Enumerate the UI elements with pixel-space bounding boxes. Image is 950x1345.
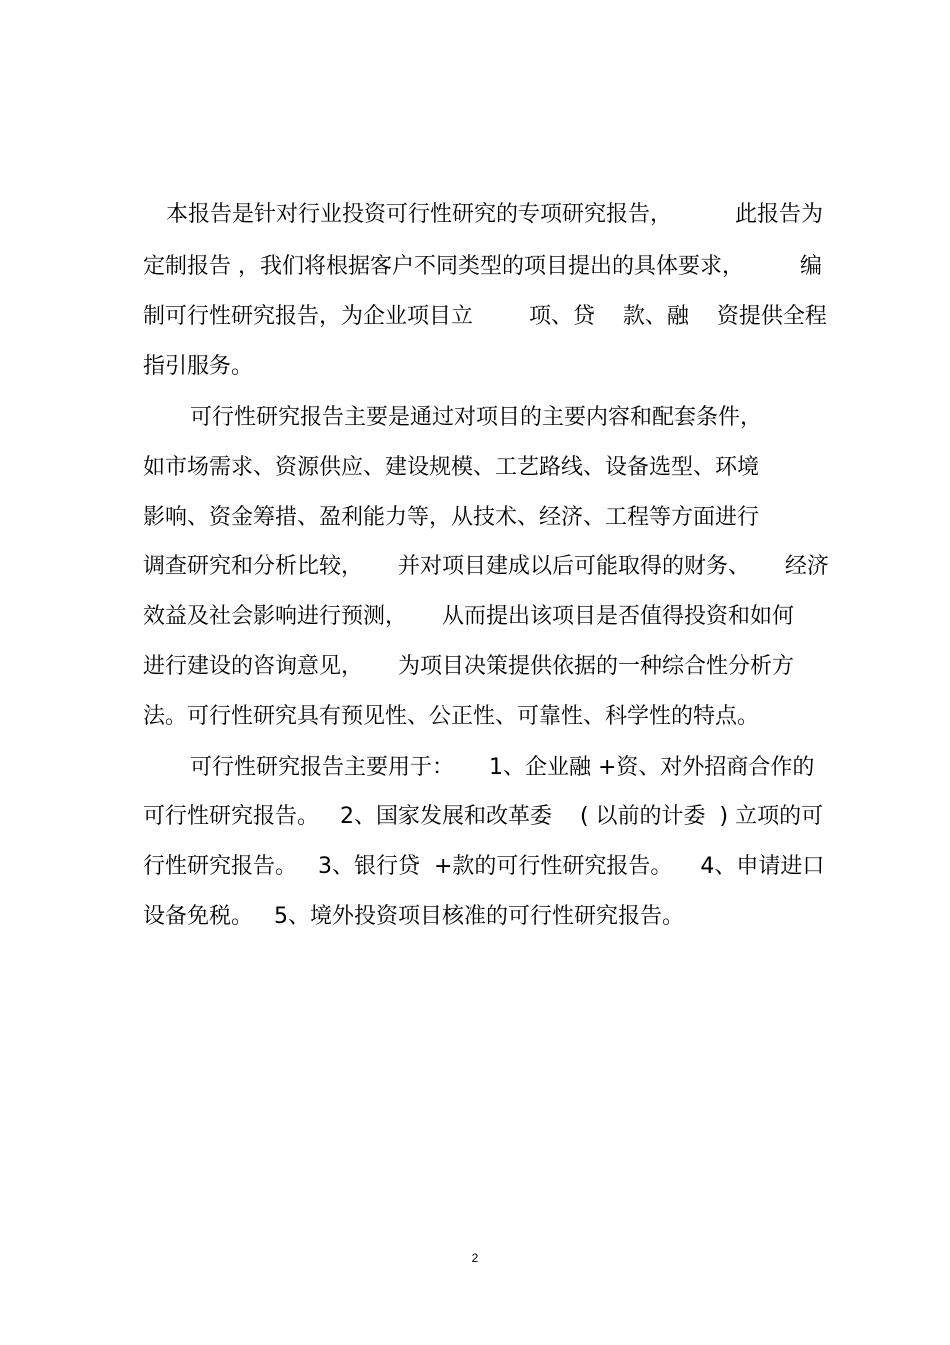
paragraph-1-line-1: 本报告是针对行业投资可行性研究的专项研究报告， 此报告为 <box>166 202 823 227</box>
paragraph-3-line-1: 可行性研究报告主要用于： 1、企业融 +资、对外招商合作的 <box>190 755 815 780</box>
paragraph-3-line-2: 可行性研究报告。 2、国家发展和改革委 ( 以前的计委 ) 立项的可 <box>143 804 824 829</box>
paragraph-2-line-6: 进行建设的咨询意见， 为项目决策提供依据的一种综合性分析方 <box>143 654 794 679</box>
paragraph-2-line-5: 效益及社会影响进行预测， 从而提出该项目是否值得投资和如何 <box>143 604 794 629</box>
paragraph-3-line-4: 设备免税。 5、境外投资项目核准的可行性研究报告。 <box>143 904 684 929</box>
page-number: 2 <box>471 1251 479 1265</box>
paragraph-2-line-7: 法。可行性研究具有预见性、公正性、可靠性、科学性的特点。 <box>143 704 760 729</box>
paragraph-2-line-1: 可行性研究报告主要是通过对项目的主要内容和配套条件， <box>190 405 763 430</box>
paragraph-2-line-4: 调查研究和分析比较， 并对项目建成以后可能取得的财务、 经济 <box>143 554 829 579</box>
paragraph-2-line-2: 如市场需求、资源供应、建设规模、工艺路线、设备选型、环境 <box>143 455 760 480</box>
paragraph-1-line-3: 制可行性研究报告，为企业项目立 项、贷 款、融 资提供全程 <box>143 304 827 329</box>
paragraph-3-line-3: 行性研究报告。 3、银行贷 +款的可行性研究报告。 4、申请进口 <box>143 854 825 879</box>
paragraph-1-line-4: 指引服务。 <box>143 354 254 379</box>
paragraph-1-line-2: 定制报告 ，我们将根据客户不同类型的项目提出的具体要求， 编 <box>143 254 822 279</box>
paragraph-2-line-3: 影响、资金筹措、盈利能力等，从技术、经济、工程等方面进行 <box>143 505 760 530</box>
